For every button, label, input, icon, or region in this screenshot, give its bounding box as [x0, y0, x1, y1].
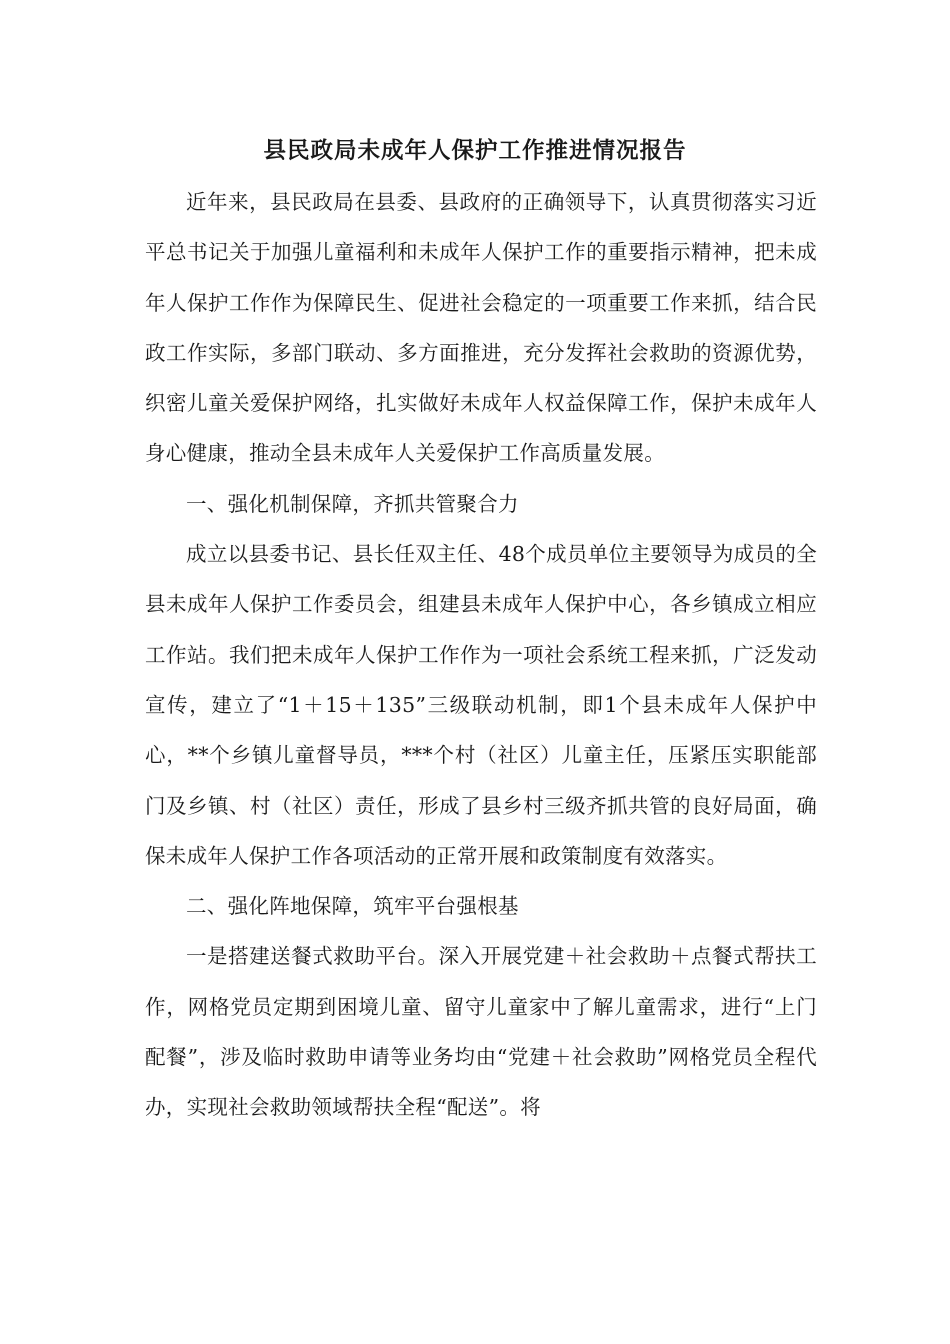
- section-heading-2: 二、强化阵地保障，筑牢平台强根基: [186, 894, 519, 919]
- paragraph-section-2: 一是搭建送餐式救助平台。深入开展党建＋社会救助＋点餐式帮扶工作，网格党员定期到困境儿童、留守儿童家中了解儿童需求，进行“上门配餐”，涉及临时救助申请等业务均由“党建＋社会救助”网格党员全程代办，实现社会救助领域帮扶全程“配送”。将: [145, 944, 817, 1120]
- paragraph-intro: 近年来，县民政局在县委、县政府的正确领导下，认真贯彻落实习近平总书记关于加强儿童福利和未成年人保护工作的重要指示精神，把未成年人保护工作作为保障民生、促进社会稳定的一项重要工作来抓，结合民政工作实际，多部门联动、多方面推进，充分发挥社会救助的资源优势，织密儿童关爱保护网络，扎实做好未成年人权益保障工作，保护未成年人身心健康，推动全县未成年人关爱保护工作高质量发展。: [145, 190, 817, 466]
- section-heading-1: 一、强化机制保障，齐抓共管聚合力: [186, 491, 519, 516]
- paragraph-section-1: 成立以县委书记、县长任双主任、48个成员单位主要领导为成员的全县未成年人保护工作委员会，组建县未成年人保护中心，各乡镇成立相应工作站。我们把未成年人保护工作作为一项社会系统工程来抓，广泛发动宣传，建立了“1＋15＋135”三级联动机制，即1个县未成年人保护中心，**个乡镇儿童督导员，***个村（社区）儿童主任，压紧压实职能部门及乡镇、村（社区）责任，形成了县乡村三级齐抓共管的良好局面，确保未成年人保护工作各项活动的正常开展和政策制度有效落实。: [145, 542, 817, 868]
- document-title: 县民政局未成年人保护工作推进情况报告: [263, 138, 687, 164]
- document-body: [145, 177, 817, 1133]
